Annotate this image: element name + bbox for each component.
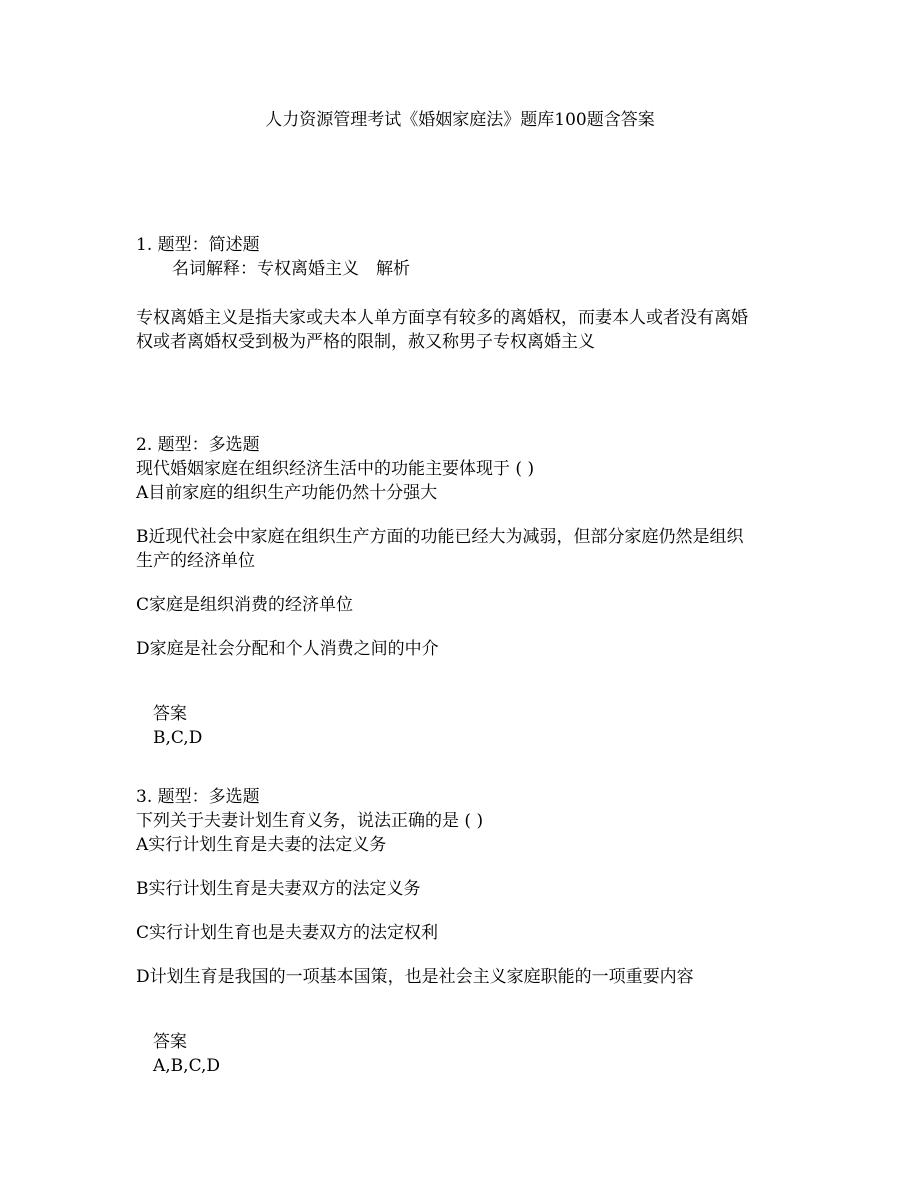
question-3-option-a: A实行计划生育是夫妻的法定义务 (136, 835, 387, 855)
question-3-answer-label: 答案 (153, 1032, 187, 1052)
question-2-header: 2. 题型：多选题 (136, 435, 260, 455)
question-3-option-b: B实行计划生育是夫妻双方的法定义务 (136, 879, 421, 899)
question-3-header: 3. 题型：多选题 (136, 787, 260, 807)
question-2-prompt: 现代婚姻家庭在组织经济生活中的功能主要体现于 ( ) (136, 459, 535, 479)
question-3-option-c: C实行计划生育也是夫妻双方的法定权利 (136, 923, 439, 943)
question-1-explanation-line-1: 专权离婚主义是指夫家或夫本人单方面享有较多的离婚权，而妻本人或者没有离婚 (136, 308, 748, 328)
question-2-answer: B,C,D (153, 728, 203, 748)
question-1-prompt: 名词解释：专权离婚主义 解析 (172, 259, 410, 279)
question-2-option-b: B近现代社会中家庭在组织生产方面的功能已经大为减弱，但部分家庭仍然是组织 (136, 527, 744, 547)
question-3-option-d: D计划生育是我国的一项基本国策，也是社会主义家庭职能的一项重要内容 (136, 967, 694, 987)
question-3-prompt: 下列关于夫妻计划生育义务，说法正确的是 ( ) (136, 811, 484, 831)
question-2-option-a: A目前家庭的组织生产功能仍然十分强大 (136, 483, 438, 503)
question-2-answer-label: 答案 (153, 704, 187, 724)
question-2-option-b-cont: 生产的经济单位 (136, 551, 255, 571)
document-title: 人力资源管理考试《婚姻家庭法》题库100题含答案 (265, 110, 655, 130)
question-2-option-c: C家庭是组织消费的经济单位 (136, 595, 354, 615)
question-3-answer: A,B,C,D (153, 1056, 221, 1076)
question-1-header: 1. 题型：简述题 (136, 235, 260, 255)
question-2-option-d: D家庭是社会分配和个人消费之间的中介 (136, 639, 439, 659)
question-1-explanation-line-2: 权或者离婚权受到极为严格的限制，赦又称男子专权离婚主义 (136, 332, 595, 352)
